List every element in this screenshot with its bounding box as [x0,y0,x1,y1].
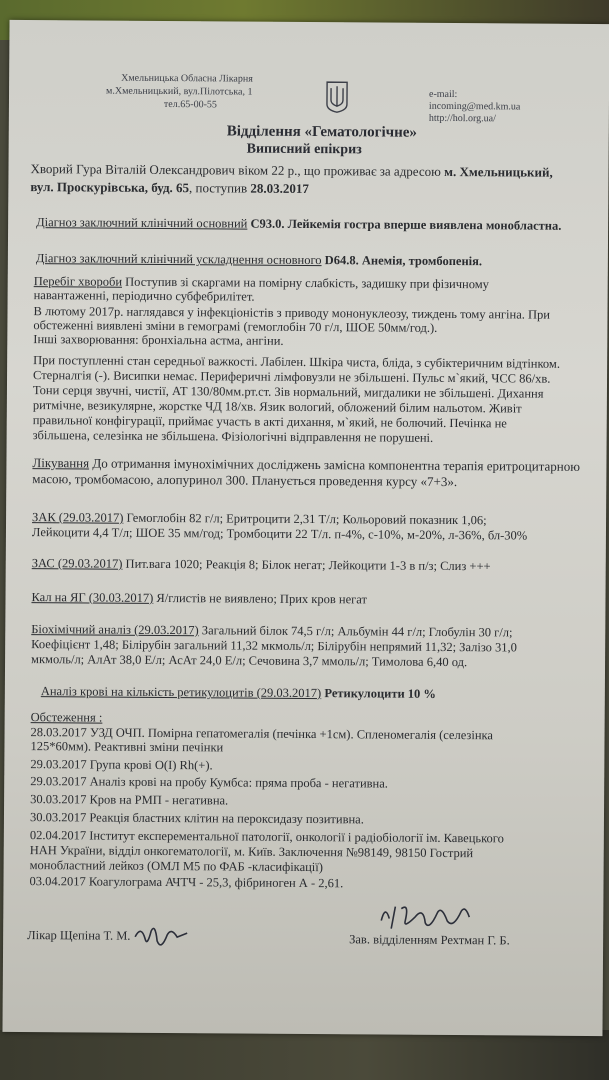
exam-line-3: 29.03.2017 Аналіз крові на пробу Кумбса: пряма проба - негативна. [30,774,388,791]
course-line-9: правильної конфігурації, приймає участь в акті дихання, м`який, не болючий. Печінка не [32,413,507,431]
doctor-signature-icon [131,917,191,957]
treatment-line-0: Лікування До отримання імунохімічних досліджень замісна компонентна терапія еритроцитарною [32,455,581,474]
contact-email: incoming@med.km.ua [428,100,521,113]
exam-label: Обстеження : [30,710,103,725]
biochem-line-2: мкмоль/л; АлАт 38,0 Е/л; АсАт 24,0 Е/л; Сечовина 3,7 ммоль/л; Тимолова 6,40 од. [31,652,468,670]
exam-line-5: 30.03.2017 Реакція бластних клітин на пероксидазу позитивна. [29,810,364,827]
course-line-0: Перебіг хвороби Поступив зі скаргами на помірну слабкість, задишку при фізичному [33,274,489,292]
course-line-6: Стерналгія (-). Висипки немає. Периферичні лімфовузли не збільшені. Пульс м`який, ЧСС 86/хв. [33,368,551,386]
exam-line-1: 125*60мм). Реактивні зміни печінки [30,739,224,755]
zak-line-0: ЗАК (29.03.2017) Гемоглобін 82 г/л; Еритроцити 2,31 Т/л; Кольоровий показник 1,06; [32,510,487,528]
hospital-phone: тел.65-00-55 [163,98,217,111]
exam-line-4: 30.03.2017 Кров на РМП - негативна. [30,792,229,808]
contact-website: http://hol.org.ua/ [428,112,496,125]
course-line-5: При поступленні стан середньої важкості. Лабілен. Шкіра чиста, бліда, з субіктеричним відтінком. [33,353,561,371]
head-signature-line: Зав. відділенням Рехтман Г. Б. [349,932,510,948]
patient-line-1: Хворий Гура Віталій Олександрович віком 22 р., що проживає за адресою м. Хмельницький, [30,161,553,180]
patient-line-2: вул. Проскурівська, буд. 65, поступив 28.03.2017 [30,179,309,197]
reticulocytes-line: Аналіз крові на кількість ретикулоцитів (29.03.2017) Ретикулоцити 10 % [40,684,437,701]
course-line-1: навантаженні, періодично субфебрилітет. [33,288,255,304]
document-page [2,20,609,1036]
course-line-10: збільшена, селезінка не збільшена. Фізіологічні відправлення не порушені. [32,428,434,445]
zas-line: ЗАС (29.03.2017) Пит.вага 1020; Реакція 8; Білок негат; Лейкоцити 1-3 в п/з; Слиз +++ [31,556,491,574]
exam-line-9: 03.04.2017 Коагулограма АЧТЧ - 25,3, фібриноген А - 2,61. [29,874,344,891]
course-line-8: ритмічне, везикулярне, жорстке ЧД 18/хв. Язик вологий, обложений білим нальотом. Живіт [32,398,522,416]
exam-line-7: НАН України, відділ онкогематології, м. Київ. Заключення №98149, 98150 Гострий [29,843,474,861]
exam-line-2: 29.03.2017 Група крові O(I) Rh(+). [30,757,213,773]
course-line-4: Інші захворювання: бронхіальна астма, ангіни. [33,332,284,348]
course-line-2: В лютому 2017р. наглядався у інфекціоністів з приводу мононуклеозу, тиждень тому ангіна. При [33,304,551,322]
doctor-signature-line: Лікар Щепіна Т. М. [27,928,131,943]
trident-emblem-icon [325,80,349,114]
hospital-name: Хмельницька Обласна Лікарня [121,72,253,85]
hospital-address: м.Хмельницький, вул.Пілотська, 1 [106,85,253,98]
exam-line-8: монобластний лейкоз (ОМЛ М5 по ФАБ -класифікації) [29,858,323,875]
zak-line-1: Лейкоцити 4,4 Т/л; ШОЕ 35 мм/год; Тромбоцити 22 Т/л. п-4%, с-10%, м-20%, л-36%, бл-30% [31,525,528,543]
biochem-line-1: Коефіцієнт 1,48; Білірубін загальний 11,32 мкмоль/л; Білірубін непрямий 11,32; Залізо 31,0 [31,637,518,655]
diagnosis-main: Діагноз заключний клінічний основний С93.0. Лейкемія гостра вперше виявлена монобластна. [36,215,562,233]
background-bottom [0,1030,609,1080]
diagnosis-complication: Діагноз заключний клінічний ускладнення основного D64.8. Анемія, тромбопенія. [35,251,483,269]
contact-email-label: e-mail: [428,88,458,101]
department-title: Відділення «Гематологічне» [226,123,417,141]
kal-line: Кал на ЯГ (30.03.2017) Я/глистів не виявлено; Прих кров негат [31,590,368,607]
document-type: Виписний епікриз [246,141,362,158]
biochem-line-0: Біохімічний аналіз (29.03.2017) Загальний білок 74,5 г/л; Альбумін 44 г/л; Глобулін 30 г/л; [31,622,513,640]
exam-line-0: 28.03.2017 УЗД ОЧП. Помірна гепатомегалія (печінка +1см). Спленомегалія (селезінка [30,725,494,743]
course-line-3: обстеженні виявлені зміни в гемограмі (гемоглобін 70 г/л, ШОЕ 50мм/год.). [33,318,438,335]
treatment-line-1: масою, тромбомасою, алопуринол 300. Планується проведення курсу «7+3». [32,471,458,490]
head-signature-icon [375,898,475,935]
course-line-7: Тони серця звучні, чистії, АТ 130/80мм.рт.ст. Зів нормальний, мигдалики не збільшені. Дихання [32,383,544,401]
exam-line-6: 02.04.2017 Інститут експерементальної патології, онкології і радіобіології ім. Кавецького [29,828,504,846]
